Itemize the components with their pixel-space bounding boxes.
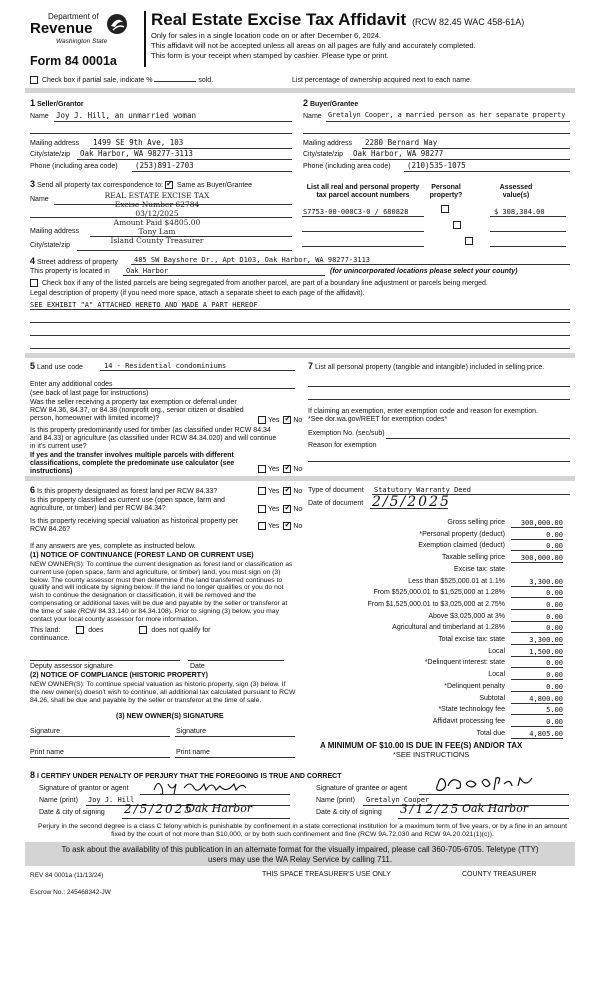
agency-line2: Revenue	[30, 20, 93, 37]
grantor-signature[interactable]	[150, 776, 260, 802]
q1-yes-no	[258, 416, 302, 425]
tax-row	[300, 717, 563, 728]
corr-mailing-label: Mailing address	[30, 228, 80, 235]
this-land-label: This land:	[30, 626, 61, 634]
tax-row	[300, 647, 563, 658]
buyer-section-number: 2	[303, 98, 309, 108]
agency-line3: Washington State	[56, 38, 108, 45]
forest-q2-yes-no	[258, 505, 302, 514]
tax-row	[300, 705, 563, 716]
tax-row-label: Less than $525,000.01 at 1.1%	[408, 577, 505, 585]
tax-row-value[interactable]: 0.00	[511, 624, 563, 633]
buyer-mailing-label: Mailing address	[303, 140, 353, 147]
tax-row-label: Total excise tax: state	[438, 636, 505, 643]
tax-row	[300, 612, 563, 623]
this-land-row	[30, 626, 211, 635]
personal-property-checkbox-3[interactable]	[465, 237, 473, 245]
parcel-number-1[interactable]: S7753-00-000C3-0 / 680828	[303, 208, 409, 216]
tax-row-value[interactable]: 300,000.00	[511, 554, 563, 563]
seller-mailing-field[interactable]: 1499 SE 9th Ave, 103	[93, 138, 184, 147]
forest-q2: Is this property classified as current use (open space, farm and agriculture, or timber) land per RCW 84.34?	[30, 497, 225, 513]
grantor-date-label: Date & city of signing	[39, 809, 105, 816]
tax-row	[300, 553, 563, 564]
grantor-name-label: Name (print)	[39, 797, 78, 804]
tax-row	[300, 565, 563, 576]
exemption-link: *See dor.wa.gov/REET for exemption codes*	[308, 416, 448, 423]
seller-name-field[interactable]: Joy J. Hill, an unmarried woman	[56, 111, 196, 120]
tax-row-value[interactable]: 4,805.00	[511, 730, 563, 739]
tax-row-label: Gross selling price	[447, 519, 505, 526]
buyer-name-field[interactable]: Gretalyn Cooper, a married person as her separate property	[328, 111, 566, 119]
exemption-no-label: Exemption No. (sec/sub)	[308, 430, 385, 437]
does-label: does	[88, 626, 104, 634]
seller-mailing-label: Mailing address	[30, 140, 80, 147]
q2-yes-no	[258, 465, 302, 474]
doc-date-label: Date of document	[308, 500, 364, 507]
tax-row	[300, 658, 563, 669]
tax-row-value[interactable]: 5.00	[511, 706, 563, 715]
located-note: (for unincorporated locations please select your county)	[330, 268, 518, 275]
q1-no-checkbox[interactable]	[283, 416, 291, 424]
land-use-field[interactable]: 14 - Residential condominiums	[104, 362, 227, 370]
tax-row-value[interactable]: 0.00	[511, 613, 563, 622]
tax-row-value[interactable]: 0.00	[511, 659, 563, 668]
land-use-row	[30, 361, 83, 372]
seller-name-label: Name	[30, 113, 49, 120]
grantor-signature-scribble-icon	[150, 776, 260, 798]
street-row	[30, 256, 118, 267]
tax-row-value[interactable]: 0.00	[511, 531, 563, 540]
dor-logo	[30, 12, 132, 46]
located-label: This property is located in	[30, 268, 110, 275]
notice2-text: NEW OWNER(S): To continue special valuation as historic property, sign (3) below. If the new owner(s) doesn't wish to continue, all additional tax calculated pursuant to RCW 84.26, shall be due and payable by the seller or transferor at the time of sale.	[30, 681, 296, 704]
continuance-label: continuance.	[30, 635, 70, 642]
forest-q1-no-label: No	[293, 487, 303, 495]
q2-no-label: No	[293, 465, 303, 473]
partial-sale-row	[30, 76, 213, 85]
forest-q3: Is this property receiving special valuation as historical property per RCW 84.26?	[30, 518, 239, 534]
forest-q3-yes-no	[258, 522, 302, 531]
correspondence-section-number: 3	[30, 179, 36, 189]
perjury-notice	[30, 823, 575, 839]
tax-row	[300, 541, 563, 552]
parcel-col-header: List all real and personal property tax parcel account numbers	[306, 184, 420, 200]
grantor-date-field[interactable]: 2/5/2025	[124, 802, 194, 816]
seller-phone-field[interactable]: (253)891-2703	[135, 161, 194, 170]
assessed-value-1[interactable]: $ 308,384.00	[494, 208, 545, 216]
buyer-name-label: Name	[303, 113, 322, 120]
seller-city-label: City/state/zip	[30, 151, 71, 158]
tax-row	[300, 577, 563, 588]
grantee-city-field[interactable]: Oak Harbor	[462, 802, 529, 815]
q2-yes-label: Yes	[268, 465, 280, 473]
forest-q1-yes[interactable]	[258, 487, 266, 495]
tax-row-label: Subtotal	[479, 694, 505, 702]
section-band-1	[25, 88, 575, 93]
tax-row-value[interactable]: 1,500.00	[511, 648, 563, 657]
exemption-question: Was the seller receiving a property tax exemption or deferral under RCW 84.36, 84.37, or 84.38 (nonprofit org., senior citizen or disabled person, homeowner with limited income)?	[30, 399, 244, 423]
notice1-text: NEW OWNER(S): To continue the current designation as forest land or classification as current use (open space, farm and agriculture, or timber) land, you must sign on (3) below. The county assessor must then determine if the land transferred continues to qualify and will indicate by signing below. If the land no longer qualifies or you do not wish to continue the designation or classification, it will be removed and the compensating or additional taxes will be due and payable by the seller or transferor at the time of sale (RCW 84.33.140 or 84.34.108). Prior to signing (3) below, you may contact your local county assessor for more information.	[30, 561, 293, 623]
doc-type-field[interactable]: Statutory Warranty Deed	[374, 486, 471, 494]
legal-label: Legal description of property (if you need more space, attach a separate sheet to each page of the affidavit).	[30, 290, 365, 297]
tax-row-label: Local	[488, 647, 505, 655]
certify-section-number: 8	[30, 770, 36, 780]
timber-question: Is this property predominantly used for timber (as classified under RCW 84.34 and 84.33) or agriculture (as classified under RCW 84.34.020) and will continue in it's current use?	[30, 427, 277, 451]
assessed-col-header: Assessed value(s)	[499, 184, 533, 200]
does-not-qualify-checkbox[interactable]	[139, 626, 147, 634]
tax-row-label: From $525,000.01 to $1,525,000 at 1.28%	[373, 589, 505, 597]
segregated-checkbox[interactable]	[30, 279, 38, 287]
tax-row	[300, 694, 563, 705]
stamp-line-4: Amount Paid $4805.00	[113, 218, 201, 227]
tax-row-value[interactable]: 3,300.00	[511, 578, 563, 587]
section-band-2	[25, 353, 575, 358]
stamp-line-5: Tony Lam	[138, 227, 176, 236]
tax-row-value[interactable]: 300,000.00	[511, 519, 563, 528]
grantee-signature-scribble-icon	[432, 772, 548, 796]
forest-q1: Is this property designated as forest land per RCW 84.33?	[36, 488, 218, 495]
located-field[interactable]: Oak Harbor	[126, 267, 169, 275]
owner-signature-label-1: Signature	[30, 728, 60, 735]
tax-row-label: Agricultural and timberland at 1.28%	[392, 624, 505, 632]
forest-q2-yes-label: Yes	[268, 505, 280, 513]
additional-codes-label: Enter any additional codes	[30, 381, 113, 388]
deputy-date-label: Date	[190, 663, 205, 670]
partial-sale-suffix: sold.	[198, 76, 214, 84]
tax-row-value[interactable]: 3,300.00	[511, 636, 563, 645]
buyer-mailing-field[interactable]: 2280 Bernard Way	[365, 138, 438, 147]
predominate-use-note: If yes and the transfer involves multiple parcels with different classifications, complete the predominate use calculator (see instructions)	[30, 452, 235, 476]
tax-row-label: Exemption claimed (deduct)	[418, 542, 505, 550]
form-title: Real Estate Excise Tax Affidavit	[151, 10, 407, 29]
buyer-city-label: City/state/zip	[303, 151, 344, 158]
corr-city-label: City/state/zip	[30, 242, 71, 249]
tax-row-label: *Personal property (deduct)	[419, 530, 505, 538]
forest-q2-no[interactable]	[283, 505, 291, 513]
certify-heading-text: I CERTIFY UNDER PENALTY OF PERJURY THAT THE FOREGOING IS TRUE AND CORRECT	[36, 773, 342, 780]
grantee-signature[interactable]	[432, 772, 548, 799]
title-row	[151, 10, 571, 30]
buyer-heading-text: Buyer/Grantee	[309, 101, 359, 108]
tax-row-label: *State technology fee	[438, 706, 505, 714]
seller-heading-text: Seller/Grantor	[36, 101, 84, 108]
tax-row-label: Above $3,025,000 at 3%	[428, 612, 505, 620]
partial-sale-checkbox[interactable]	[30, 76, 38, 84]
q1-no-label: No	[293, 416, 303, 424]
tax-row-value[interactable]: 0.00	[511, 601, 563, 610]
header-note2: This affidavit will not be accepted unless all areas on all pages are fully and accurately completed.	[151, 41, 476, 50]
personal-heading-text: List all personal property (tangible and intangible) included in selling price.	[314, 364, 545, 371]
tax-row-value[interactable]: 0.00	[511, 683, 563, 692]
stamp-line-6: Island County Treasurer	[110, 236, 204, 245]
tax-row-value[interactable]: 0.00	[511, 671, 563, 680]
q2-no-checkbox[interactable]	[283, 465, 291, 473]
owner-print-label-2: Print name	[176, 749, 210, 756]
seller-phone-label: Phone (including area code)	[30, 163, 118, 170]
street-label: Street address of property	[36, 259, 118, 266]
rev-number: REV 84 0001a (11/13/24)	[30, 872, 104, 879]
county-treasurer-label: COUNTY TREASURER	[462, 871, 537, 878]
tax-row	[300, 600, 563, 611]
seller-city-field[interactable]: Oak Harbor, WA 98277-3113	[80, 149, 193, 158]
header-note3: This form is your receipt when stamped by cashier. Please type or print.	[151, 51, 389, 60]
tax-row-value[interactable]: 0.00	[511, 542, 563, 551]
tax-row	[300, 682, 563, 693]
owner-print-label-1: Print name	[30, 749, 64, 756]
tax-row-value[interactable]: 0.00	[511, 718, 563, 727]
tax-row-label: Excise tax: state	[454, 565, 505, 573]
forest-section-number: 6	[30, 485, 36, 495]
tax-row-value[interactable]: 0.00	[511, 589, 563, 598]
personal-property-heading	[308, 361, 570, 372]
tax-row	[300, 635, 563, 646]
does-not-label: does not qualify for	[151, 626, 211, 634]
corr-name-label: Name	[30, 196, 49, 203]
header-divider	[144, 11, 146, 67]
see-instructions: *SEE INSTRUCTIONS	[393, 750, 470, 759]
q1-yes-checkbox[interactable]	[258, 416, 266, 424]
notice1-title: (1) NOTICE OF CONTINUANCE (FOREST LAND OR CURRENT USE)	[30, 552, 254, 559]
personal-property-checkbox-2[interactable]	[453, 221, 461, 229]
tax-row-value[interactable]: 4,800.00	[511, 695, 563, 704]
tax-row-label: *Delinquent penalty	[444, 682, 505, 690]
q2-yes-checkbox[interactable]	[258, 465, 266, 473]
ownership-note: List percentage of ownership acquired next to each name.	[292, 77, 472, 84]
forest-q1-no[interactable]	[283, 487, 291, 495]
tax-row-label: Affidavit processing fee	[432, 717, 505, 725]
forest-q2-yes[interactable]	[258, 505, 266, 513]
q1-yes-label: Yes	[268, 416, 280, 424]
grantor-city-field[interactable]: Oak Harbor	[186, 802, 253, 815]
personal-section-number: 7	[308, 361, 314, 371]
tax-row	[300, 530, 563, 541]
tax-row	[300, 518, 563, 529]
buyer-heading	[303, 98, 358, 109]
forest-q3-no[interactable]	[283, 522, 291, 530]
section-band-3	[25, 476, 575, 481]
stamp-line-2: Excise Number 62784	[114, 200, 200, 209]
correspondence-heading	[30, 179, 252, 190]
seller-heading	[30, 98, 84, 109]
doc-type-label: Type of document	[308, 487, 364, 494]
grantee-sig-label: Signature of grantee or agent	[316, 785, 408, 792]
notice2-title: (2) NOTICE OF COMPLIANCE (HISTORIC PROPERTY)	[30, 672, 208, 679]
forest-q1-yes-no	[258, 487, 302, 496]
partial-sale-label: Check box if partial sale, indicate %	[41, 76, 153, 84]
header-note1: Only for sales in a single location code on or after December 6, 2024.	[151, 31, 382, 40]
treasurer-stamp	[98, 191, 216, 245]
grantee-date-field[interactable]: 3/12/25	[400, 802, 461, 816]
doc-date-field[interactable]: 2/5/2025	[372, 494, 451, 510]
grantor-sig-label: Signature of grantor or agent	[39, 785, 129, 792]
new-owner-signature-heading: (3) NEW OWNER(S) SIGNATURE	[116, 713, 224, 720]
forest-q3-yes[interactable]	[258, 522, 266, 530]
forest-q1-yes-label: Yes	[268, 487, 280, 495]
tax-row	[300, 588, 563, 599]
segregated-row	[30, 279, 575, 288]
deputy-signature-label: Deputy assessor signature	[30, 663, 113, 670]
forest-q2-no-label: No	[293, 505, 303, 513]
grantor-name-field[interactable]: Joy J. Hill	[88, 796, 135, 804]
stamp-line-1: REAL ESTATE EXCISE TAX	[104, 191, 210, 200]
dor-swirl-icon	[106, 13, 128, 35]
segregated-label: Check box if any of the listed parcels are being segregated from another parcel, are part of a boundary line adjustment or parcels being merged.	[41, 279, 488, 287]
exemption-reason-label: Reason for exemption	[308, 442, 377, 449]
perjury-text: Perjury in the second degree is a class C felony which is punishable by confinement in a state correctional institution for a maximum term of five years, or by a fine in an amount fixed by the court of not more than $10,000, or by both such confinement and fine (RCW 9A.72.030 and RCW 9A.20.021(1)(c)).	[38, 823, 567, 838]
tax-row-label: Local	[488, 671, 505, 679]
same-as-buyer-checkbox[interactable]	[165, 181, 173, 189]
legal-description-field[interactable]: SEE EXHIBIT "A" ATTACHED HERETO AND MADE A PART HEREOF	[30, 301, 258, 309]
personal-col-header: Personal property?	[429, 184, 463, 200]
forest-q1-row	[30, 485, 252, 496]
grantee-name-label: Name (print)	[316, 797, 355, 804]
buyer-phone-field[interactable]: (210)535-1075	[407, 161, 466, 170]
tax-row-label: Total due	[476, 729, 505, 737]
tax-row-label: From $1,525,000.01 to $3,025,000 at 2.75%	[367, 600, 505, 608]
property-section-number: 4	[30, 256, 36, 266]
buyer-city-field[interactable]: Oak Harbor, WA 98277	[353, 149, 444, 158]
grantee-date-label: Date & city of signing	[316, 809, 382, 816]
tax-row-label: *Delinquent interest: state	[424, 659, 505, 667]
treasurer-use-label: THIS SPACE TREASURER'S USE ONLY	[262, 871, 391, 878]
does-qualify-checkbox[interactable]	[76, 626, 84, 634]
seller-section-number: 1	[30, 98, 36, 108]
same-as-buyer-label: Same as Buyer/Grantee	[176, 182, 253, 189]
accessibility-note: To ask about the availability of this publication in an alternate format for the visually impaired, please call 360-705-6705. Teletype (TTY) users may use the WA Relay Service by calling 711.	[61, 845, 539, 864]
forest-q3-yes-label: Yes	[268, 522, 280, 530]
tax-row	[300, 670, 563, 681]
correspondence-heading-text: Send all property tax correspondence to:	[36, 182, 164, 189]
grantee-name-field[interactable]: Gretalyn Cooper	[366, 796, 430, 804]
form-number: Form 84 0001a	[30, 54, 117, 68]
agency-line1: Department of	[48, 12, 99, 21]
exemption-intro: If claiming an exemption, enter exemption code and reason for exemption.	[308, 408, 538, 415]
escrow-number: Escrow No.: 245468342-JW	[30, 889, 111, 896]
owner-signature-label-2: Signature	[176, 728, 206, 735]
buyer-phone-label: Phone (including area code)	[303, 163, 391, 170]
tax-row-label: Taxable selling price	[441, 554, 505, 562]
additional-codes-note: (see back of last page for instructions)	[30, 390, 149, 397]
forest-if-any: If any answers are yes, complete as instructed below.	[30, 543, 196, 550]
forest-q3-no-label: No	[293, 522, 303, 530]
tax-row	[300, 729, 563, 740]
stamp-line-3: 03/12/2025	[135, 209, 179, 218]
street-address-field[interactable]: 485 SW Bayshore Dr., Apt D103, Oak Harbor, WA 98277-3113	[134, 256, 371, 264]
land-use-section-number: 5	[30, 361, 36, 371]
form-statute: (RCW 82.45 WAC 458-61A)	[412, 17, 525, 27]
minimum-due-note: A MINIMUM OF $10.00 IS DUE IN FEE(S) AND/OR TAX	[320, 741, 523, 750]
personal-property-checkbox-1[interactable]	[441, 205, 449, 213]
tax-row	[300, 623, 563, 634]
land-use-label: Land use code	[36, 364, 83, 371]
